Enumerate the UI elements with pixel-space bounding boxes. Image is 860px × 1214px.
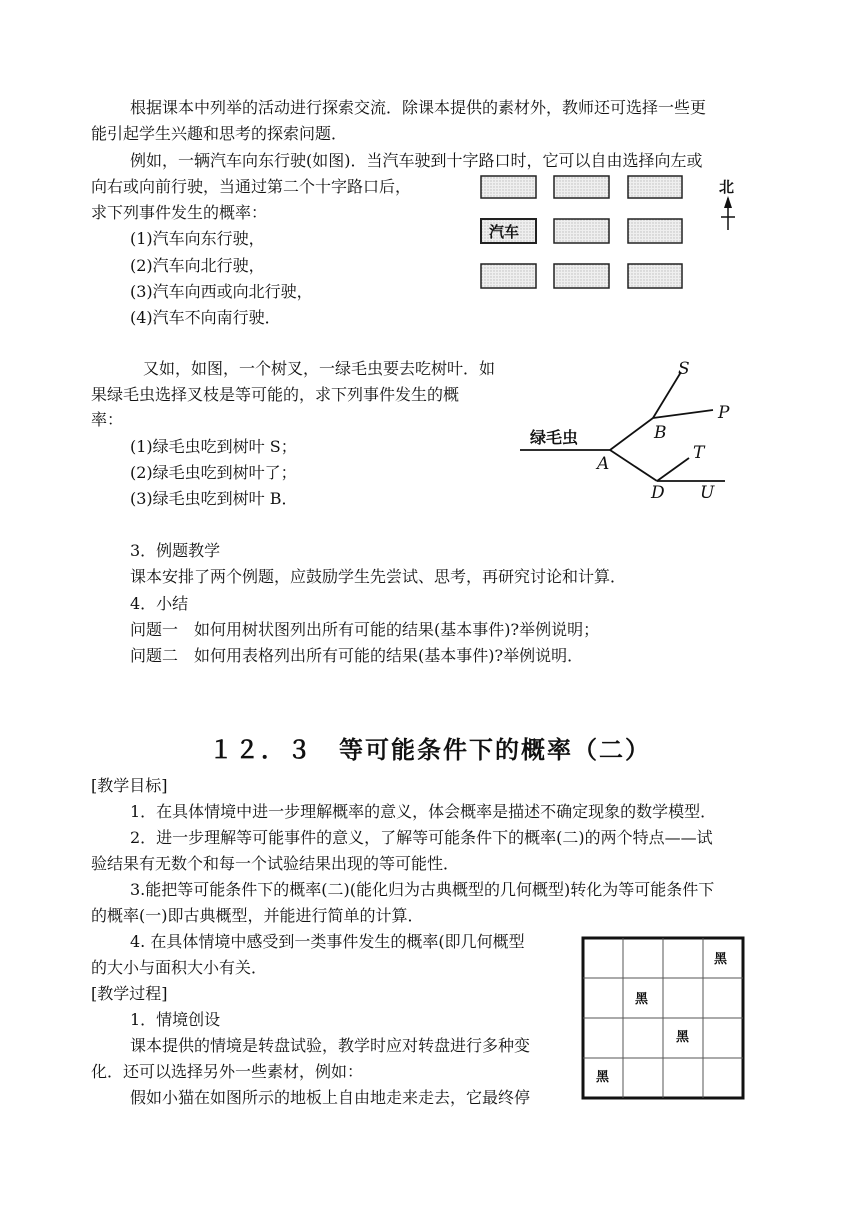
example-1-item-4: (4)汽车不向南行驶． xyxy=(130,308,281,327)
block xyxy=(481,264,536,288)
goals-heading: [教学目标] xyxy=(91,776,168,795)
block xyxy=(554,176,609,198)
goal-2-line-1: 2．进一步理解等可能事件的意义，了解等可能条件下的概率(二)的两个特点——试 xyxy=(130,828,713,847)
point-a-label: A xyxy=(597,454,610,474)
section-3-heading: 3．例题教学 xyxy=(130,541,221,560)
black-cell-label: 黑 xyxy=(714,952,728,967)
paragraph-1-line-2: 能引起学生兴趣和思考的探索问题． xyxy=(91,124,348,143)
example-2-item-1: (1)绿毛虫吃到树叶 S； xyxy=(130,437,297,456)
goal-3-line-2: 的概率(一)即古典概型，并能进行简单的计算． xyxy=(91,906,424,925)
point-t-label: T xyxy=(693,443,705,463)
summary-question-1: 问题一 如何用树状图列出所有可能的结果(基本事件)?举例说明； xyxy=(130,620,600,639)
goal-2-line-2: 验结果有无数个和每一个试验结果出现的等可能性． xyxy=(91,854,460,873)
black-cell-label: 黑 xyxy=(676,1030,690,1045)
intersection-figure xyxy=(475,168,750,298)
process-step-1: 1．情境创设 xyxy=(130,1010,221,1029)
point-s-label: S xyxy=(678,359,690,379)
example-1-item-2: (2)汽车向北行驶， xyxy=(130,256,265,275)
floor-grid-figure xyxy=(580,935,746,1101)
example-2-line-1: 又如，如图，一个树叉，一绿毛虫要去吃树叶．如 xyxy=(143,359,496,378)
block xyxy=(628,219,682,243)
example-2-item-2: (2)绿毛虫吃到树叶了； xyxy=(130,463,297,482)
section-4-heading: 4．小结 xyxy=(130,594,189,613)
goal-4-line-2: 的大小与面积大小有关． xyxy=(91,958,268,977)
block xyxy=(481,176,536,198)
block xyxy=(554,219,609,243)
example-1-line-2: 向右或向前行驶，当通过第二个十字路口后， xyxy=(91,177,412,196)
point-b-label: B xyxy=(654,423,667,443)
process-heading: [教学过程] xyxy=(91,984,168,1003)
example-2-item-3: (3)绿毛虫吃到树叶 B． xyxy=(130,489,298,508)
point-u-label: U xyxy=(700,483,715,503)
north-arrow-icon xyxy=(721,196,735,230)
point-p-label: P xyxy=(718,403,730,423)
caterpillar-label: 绿毛虫 xyxy=(530,428,579,447)
example-1-line-1: 例如，一辆汽车向东行驶(如图)．当汽车驶到十字路口时，它可以自由选择向左或 xyxy=(130,151,703,170)
example-2-line-2: 果绿毛虫选择叉枝是等可能的，求下列事件发生的概 xyxy=(91,385,460,404)
block xyxy=(554,264,609,288)
north-label: 北 xyxy=(719,178,735,196)
paragraph-1-line-1: 根据课本中列举的活动进行探索交流．除课本提供的素材外，教师还可选择一些更 xyxy=(130,98,707,117)
summary-question-2: 问题二 如何用表格列出所有可能的结果(基本事件)?举例说明． xyxy=(130,646,584,665)
goal-4-line-1: 4. 在具体情境中感受到一类事件发生的概率(即几何概型 xyxy=(130,932,525,951)
goal-1: 1．在具体情境中进一步理解概率的意义，体会概率是描述不确定现象的数学模型． xyxy=(130,802,717,821)
process-line-1: 课本提供的情境是转盘试验，教学时应对转盘进行多种变 xyxy=(130,1036,531,1055)
block xyxy=(628,264,682,288)
process-line-2: 化．还可以选择另外一些素材，例如： xyxy=(91,1062,364,1081)
point-d-label: D xyxy=(651,483,665,503)
goal-3-line-1: 3.能把等可能条件下的概率(二)(能化归为古典概型的几何概型)转化为等可能条件下 xyxy=(130,880,715,899)
black-cell-label: 黑 xyxy=(635,992,649,1007)
section-title: １２．３ 等可能条件下的概率（二） xyxy=(209,736,651,764)
tree-figure xyxy=(515,352,755,507)
process-line-3: 假如小猫在如图所示的地板上自由地走来走去，它最终停 xyxy=(130,1088,531,1107)
tree-branches xyxy=(520,372,725,481)
section-3-body: 课本安排了两个例题，应鼓励学生先尝试、思考，再研究讨论和计算． xyxy=(130,567,627,586)
black-cell-label: 黑 xyxy=(596,1070,610,1085)
example-1-line-3: 求下列事件发生的概率： xyxy=(91,203,268,222)
example-1-item-3: (3)汽车向西或向北行驶， xyxy=(130,282,313,301)
car-label: 汽车 xyxy=(489,223,520,241)
example-2-line-3: 率： xyxy=(91,410,124,429)
example-1-item-1: (1)汽车向东行驶， xyxy=(130,229,265,248)
block xyxy=(628,176,682,198)
